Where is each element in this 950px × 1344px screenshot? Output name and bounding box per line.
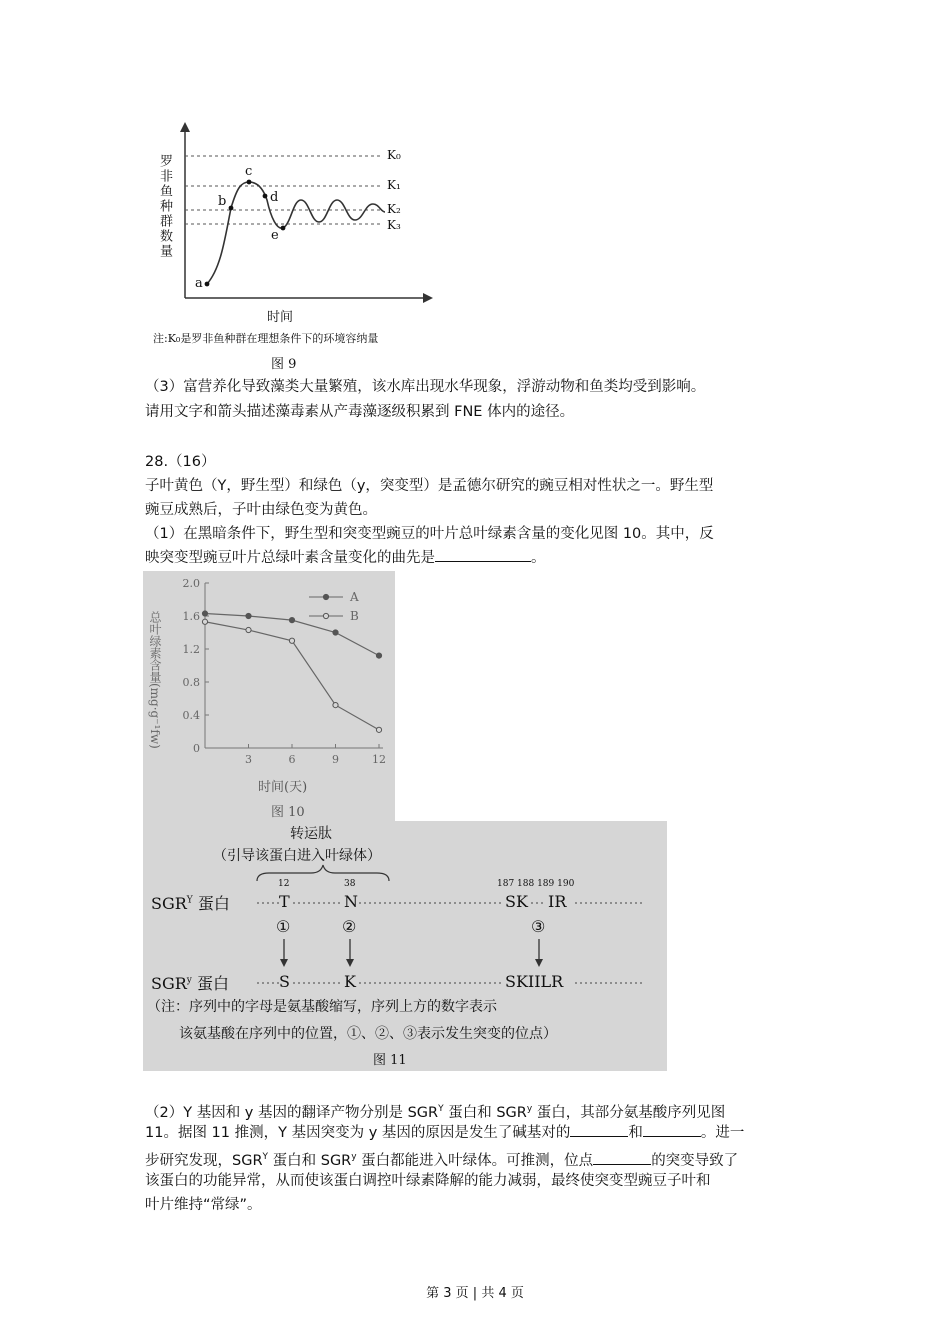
fig10-x-label: 时间(天) bbox=[258, 780, 308, 795]
page-footer: 第 3 页 | 共 4 页 bbox=[426, 1286, 524, 1301]
q28-p2-line1-end: 蛋白，其部分氨基酸序列见图 bbox=[532, 1104, 726, 1121]
q28-p2-line2-c: 。进一 bbox=[700, 1125, 745, 1141]
q28-p2-line1-sup1: Y bbox=[438, 1104, 444, 1114]
fig9-k3-label: K₃ bbox=[387, 218, 401, 232]
answer-blank-2[interactable] bbox=[570, 1122, 628, 1137]
q28-p1-line2-text: 映突变型豌豆叶片总绿叶素含量变化的曲先是 bbox=[145, 550, 435, 566]
fig10-point-A bbox=[376, 653, 381, 658]
fig10-x-tick-label: 9 bbox=[332, 753, 339, 766]
fig10-point-A bbox=[202, 611, 207, 616]
q28-p2-line3-d: 的突变导致了 bbox=[651, 1152, 739, 1169]
fig9-point-e bbox=[281, 226, 286, 231]
fig11-row2-label bbox=[151, 971, 229, 994]
fig9-label-a: a bbox=[195, 276, 203, 291]
fig10-legend-marker-A bbox=[323, 594, 328, 599]
fig11-aa-SKIILR: SKIILR bbox=[505, 972, 564, 991]
fig11-aa-N: N bbox=[344, 892, 358, 911]
fig11-row1-sup: Y bbox=[186, 895, 193, 906]
fig10-x-tick-label: 12 bbox=[372, 753, 386, 766]
fig11-aa-T: T bbox=[279, 892, 290, 911]
fig10-point-A bbox=[333, 630, 338, 635]
fig11-aa-SK: SK bbox=[505, 892, 528, 911]
q27-3-line1: （3）富营养化导致藻类大量繁殖，该水库出现水华现象，浮游动物和鱼类均受到影响。 bbox=[145, 379, 706, 395]
figure-11 bbox=[143, 821, 667, 1071]
q28-p2-line2-a: 11。据图 11 推测，Y 基因突变为 y 基因的原因是发生了碱基对的 bbox=[145, 1125, 571, 1141]
figure-10 bbox=[143, 571, 395, 821]
fig9-curve bbox=[207, 182, 385, 284]
fig11-site-2: ② bbox=[342, 917, 357, 936]
fig10-y-tick-label: 2.0 bbox=[182, 577, 200, 590]
fig10-point-B bbox=[333, 703, 338, 708]
fig11-title1: 转运肽 bbox=[290, 826, 332, 842]
q28-p2-line1-mid: 蛋白和 SGR bbox=[443, 1104, 527, 1121]
fig11-note2: 该氨基酸在序列中的位置，①、②、③表示发生突变的位点） bbox=[179, 1026, 557, 1042]
fig11-row2-suffix: 蛋白 bbox=[196, 974, 229, 993]
fig11-site-3: ③ bbox=[531, 917, 546, 936]
q28-p2-line4: 该蛋白的功能异常，从而使该蛋白调控叶绿素降解的能力减弱，最终使突变型豌豆子叶和 bbox=[145, 1173, 711, 1189]
fig9-y-label: 罗非鱼种群数量 bbox=[157, 154, 172, 259]
fig10-legend-label-A: A bbox=[350, 590, 359, 604]
fig11-arrow2-head bbox=[346, 959, 354, 967]
q28-p1-line1: （1）在黑暗条件下，野生型和突变型豌豆的叶片总叶绿素含量的变化见图 10。其中，反 bbox=[145, 526, 714, 542]
fig11-row1-label-text: SGR bbox=[151, 894, 187, 913]
fig9-k1-label: K₁ bbox=[387, 178, 401, 192]
fig9-y-arrow bbox=[180, 122, 190, 132]
fig11-arrow1-head bbox=[280, 959, 288, 967]
fig11-row1-label bbox=[151, 891, 230, 914]
fig10-y-tick-label: 0 bbox=[193, 742, 200, 755]
fig9-label-d: d bbox=[270, 190, 279, 205]
answer-blank-4[interactable] bbox=[593, 1150, 651, 1165]
fig9-x-arrow bbox=[423, 293, 433, 303]
fig11-aa-S: S bbox=[279, 972, 290, 991]
fig9-point-c bbox=[247, 180, 252, 185]
fig9-label-c: c bbox=[245, 164, 253, 179]
fig10-y-tick-label: 0.8 bbox=[182, 676, 200, 689]
fig10-point-A bbox=[289, 618, 294, 623]
fig10-point-B bbox=[289, 638, 294, 643]
fig9-label-b: b bbox=[218, 194, 227, 209]
q28-p2-line3-b: 蛋白和 SGR bbox=[268, 1152, 352, 1169]
fig9-k0-label: K₀ bbox=[387, 148, 401, 162]
fig11-arrow3-head bbox=[535, 959, 543, 967]
fig9-point-b bbox=[229, 206, 234, 211]
fig9-k2-label: K₂ bbox=[387, 202, 401, 216]
q28-intro-line2: 豌豆成熟后，子叶由绿色变为黄色。 bbox=[145, 502, 377, 518]
fig10-point-B bbox=[376, 727, 381, 732]
q28-p2-line5: 叶片维持“常绿”。 bbox=[145, 1197, 262, 1213]
fig9-point-d bbox=[263, 194, 268, 199]
figure-9 bbox=[143, 118, 463, 374]
fig11-brace bbox=[257, 865, 389, 881]
fig10-point-B bbox=[202, 619, 207, 624]
q28-p2-line3-c: 蛋白都能进入叶绿体。可推测，位点 bbox=[356, 1152, 594, 1169]
fig10-legend-label-B: B bbox=[350, 609, 359, 623]
q28-intro-line1: 子叶黄色（Y，野生型）和绿色（y，突变型）是孟德尔研究的豌豆相对性状之一。野生型 bbox=[145, 478, 714, 494]
fig10-point-B bbox=[246, 627, 251, 632]
fig11-title2: （引导该蛋白进入叶绿体） bbox=[213, 848, 381, 864]
q28-heading: 28.（16） bbox=[145, 454, 216, 470]
answer-blank-1[interactable] bbox=[435, 547, 531, 562]
fig11-row1-suffix: 蛋白 bbox=[197, 894, 230, 913]
fig9-point-a bbox=[205, 282, 210, 287]
fig11-aa-K: K bbox=[344, 972, 356, 991]
fig11-pos-12: 12 bbox=[278, 879, 290, 889]
q28-p2-line1-sup2: y bbox=[526, 1104, 533, 1114]
fig10-x-tick-label: 6 bbox=[288, 753, 296, 766]
fig9-label-e: e bbox=[271, 228, 279, 243]
fig11-row2-label-text: SGR bbox=[151, 974, 187, 993]
fig10-point-A bbox=[246, 613, 251, 618]
fig11-row2-sup: y bbox=[186, 975, 192, 986]
q28-p2-line3-sup2: y bbox=[351, 1152, 357, 1162]
q28-p2-line3-a: 步研究发现，SGR bbox=[145, 1152, 263, 1169]
fig10-y-tick-label: 1.2 bbox=[182, 643, 200, 656]
fig10-caption: 图 10 bbox=[271, 805, 305, 820]
fig10-y-tick-label: 0.4 bbox=[182, 709, 200, 722]
q28-p2-line2-b: 和 bbox=[628, 1125, 643, 1141]
fig10-legend-marker-B bbox=[323, 613, 328, 618]
fig11-pos-38: 38 bbox=[344, 879, 356, 889]
fig11-caption: 图 11 bbox=[373, 1053, 407, 1068]
q28-p2-line1-a: （2）Y 基因和 y 基因的翻译产物分别是 SGR bbox=[145, 1104, 439, 1121]
fig10-x-tick-label: 3 bbox=[245, 753, 252, 766]
q28-p2-line2 bbox=[145, 1121, 744, 1145]
fig11-site-1: ① bbox=[276, 917, 291, 936]
fig10-y-label: 总叶绿素含量(mg·g⁻¹fw) bbox=[148, 611, 162, 749]
fig11-note1: （注：序列中的字母是氨基酸缩写，序列上方的数字表示 bbox=[147, 999, 497, 1015]
fig9-note: 注:K₀是罗非鱼种群在理想条件下的环境容纳量 bbox=[153, 332, 379, 345]
q28-p1-end: 。 bbox=[531, 550, 546, 566]
q28-p2-line3-sup1: Y bbox=[262, 1152, 269, 1162]
fig9-x-label: 时间 bbox=[267, 310, 294, 325]
q28-p1-line2 bbox=[145, 546, 546, 570]
fig9-caption: 图 9 bbox=[271, 357, 297, 372]
q27-3-line2: 请用文字和箭头描述藻毒素从产毒藻逐级积累到 FNE 体内的途径。 bbox=[145, 404, 575, 420]
answer-blank-3[interactable] bbox=[643, 1122, 701, 1137]
fig11-pos-end: 187 188 189 190 bbox=[497, 879, 575, 889]
fig11-aa-IR: IR bbox=[548, 892, 567, 911]
fig10-y-tick-label: 1.6 bbox=[182, 610, 200, 623]
